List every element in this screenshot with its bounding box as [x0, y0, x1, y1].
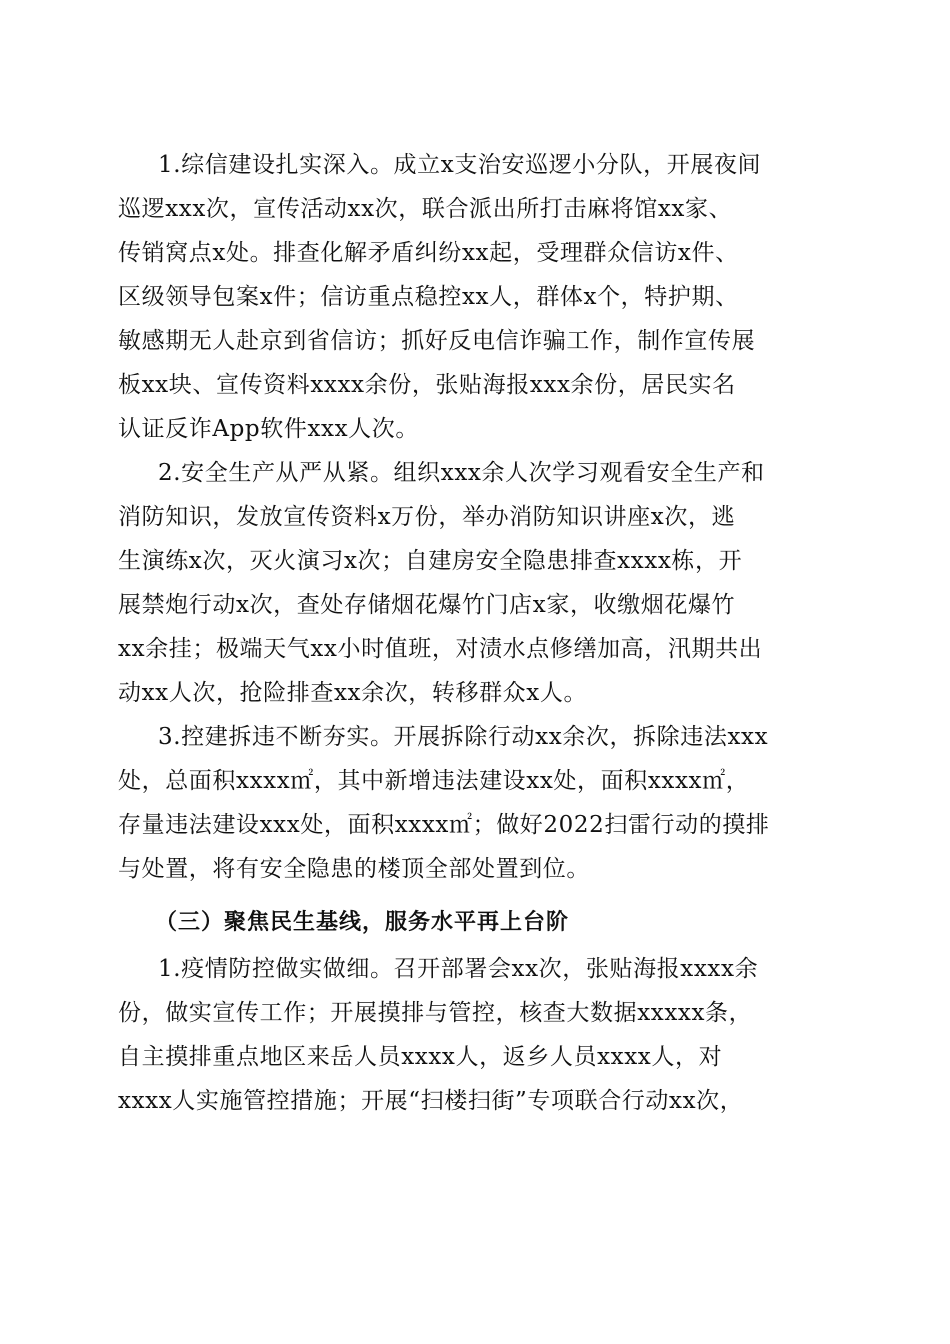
paragraph-2-line-5: xx余挂；极端天气xx小时值班，对渍水点修缮加高，汛期共出 — [118, 636, 763, 662]
paragraph-2-line-2: 消防知识，发放宣传资料x万份，举办消防知识讲座x次，逃 — [118, 504, 736, 530]
paragraph-3-line-1: 3.控建拆违不断夯实。开展拆除行动xx余次，拆除违法xxx — [158, 724, 769, 750]
paragraph-1-line-6: 板xx块、宣传资料xxxx余份，张贴海报xxx余份，居民实名 — [118, 372, 736, 398]
paragraph-2-line-3: 生演练x次，灭火演习x次；自建房安全隐患排查xxxx栋，开 — [118, 548, 743, 574]
paragraph-2-line-6: 动xx人次，抢险排查xx余次，转移群众x人。 — [118, 680, 588, 706]
paragraph-4-line-3: 自主摸排重点地区来岳人员xxxx人，返乡人员xxxx人，对 — [118, 1044, 723, 1070]
paragraph-1-line-7: 认证反诈App软件xxx人次。 — [118, 416, 419, 442]
paragraph-3-line-2: 处，总面积xxxx㎡，其中新增违法建设xx处，面积xxxx㎡， — [118, 768, 750, 794]
paragraph-1-line-3: 传销窝点x处。排查化解矛盾纠纷xx起，受理群众信访x件、 — [118, 240, 739, 266]
paragraph-1-line-4: 区级领导包案x件；信访重点稳控xx人，群体x个，特护期、 — [118, 284, 739, 310]
paragraph-1-line-1: 1.综信建设扎实深入。成立x支治安巡逻小分队，开展夜间 — [158, 152, 762, 178]
paragraph-1-line-5: 敏感期无人赴京到省信访；抓好反电信诈骗工作，制作宣传展 — [118, 328, 756, 354]
paragraph-4-line-1: 1.疫情防控做实做细。召开部署会xx次，张贴海报xxxx余 — [158, 956, 759, 982]
paragraph-4-line-2: 份，做实宣传工作；开展摸排与管控，核查大数据xxxxx条， — [118, 1000, 753, 1026]
paragraph-4-line-4: xxxx人实施管控措施；开展“扫楼扫街”专项联合行动xx次， — [118, 1088, 744, 1114]
paragraph-3-line-3: 存量违法建设xxx处，面积xxxx㎡；做好2022扫雷行动的摸排 — [118, 812, 770, 838]
section-heading: （三）聚焦民生基线，服务水平再上台阶 — [155, 910, 570, 935]
paragraph-3-line-4: 与处置，将有安全隐患的楼顶全部处置到位。 — [118, 856, 590, 882]
paragraph-1-line-2: 巡逻xxx次，宣传活动xx次，联合派出所打击麻将馆xx家、 — [118, 196, 733, 222]
paragraph-2-line-4: 展禁炮行动x次，查处存储烟花爆竹门店x家，收缴烟花爆竹 — [118, 592, 736, 618]
paragraph-2-line-1: 2.安全生产从严从紧。组织xxx余人次学习观看安全生产和 — [158, 460, 765, 486]
